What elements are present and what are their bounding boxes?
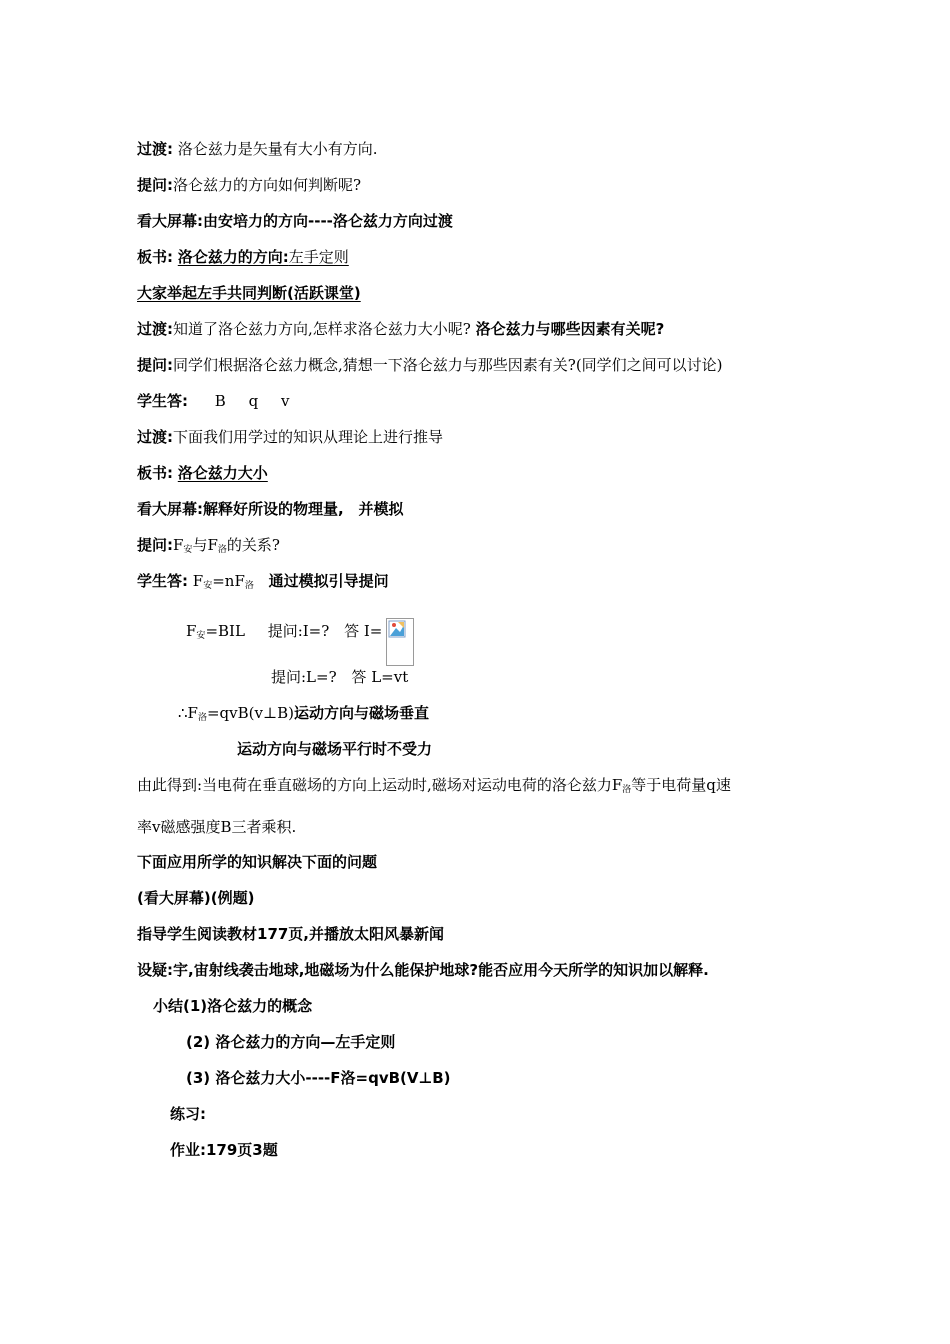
line-5: [137, 283, 361, 303]
line-9: [137, 427, 443, 447]
heading: 洛仑兹力大小: [177, 464, 268, 482]
line-18: [137, 775, 731, 800]
answer: 答 I=: [344, 622, 383, 640]
label: 过渡:: [137, 320, 173, 338]
line-26: [186, 1068, 451, 1088]
mid: =nF: [212, 572, 245, 590]
end: 等于电荷量q速: [631, 776, 731, 794]
bold-text: 通过模拟引导提问: [268, 572, 389, 590]
f: F: [192, 572, 204, 590]
line-13: [137, 571, 389, 596]
line-4: [137, 247, 349, 267]
label: 提问:: [137, 176, 173, 194]
text: 指导学生阅读教材177页,并播放太阳风暴新闻: [137, 925, 445, 943]
label: 提问:: [137, 356, 173, 374]
label: 板书:: [137, 464, 173, 482]
question: 提问:I=?: [267, 622, 330, 640]
line-7: [137, 355, 723, 375]
text: (3) 洛仑兹力大小----F洛=qvB(V⊥B): [186, 1069, 451, 1087]
text: 由安培力的方向----洛仑兹力方向过渡: [203, 212, 453, 230]
bold-text: 运动方向与磁场平行时不受力: [237, 740, 433, 758]
line-20: [137, 852, 377, 872]
bold-text: 洛仑兹力与哪些因素有关呢?: [475, 320, 665, 338]
label: 过渡:: [137, 140, 173, 158]
var-v: v: [280, 392, 290, 410]
line-16: [178, 703, 429, 728]
line-19: [137, 817, 296, 837]
line-23: [137, 960, 709, 980]
subscript: 安: [203, 581, 213, 591]
line-22: [137, 924, 444, 944]
line-3: [137, 211, 453, 231]
line-11: [137, 499, 404, 519]
text: 练习:: [170, 1105, 206, 1123]
subscript: 安: [196, 631, 206, 641]
line-2: [137, 175, 361, 195]
label: 看大屏幕:: [137, 500, 203, 518]
text: 小结(1)洛仑兹力的概念: [153, 997, 313, 1015]
subscript: 洛: [197, 713, 207, 723]
text: 解释好所设的物理量,: [203, 500, 344, 518]
text: 左手定则: [288, 248, 349, 266]
text: 下面我们用学过的知识从理论上进行推导: [173, 428, 444, 446]
line-10: [137, 463, 268, 483]
heading: 洛仑兹力的方向:: [177, 248, 289, 266]
mid: =BIL: [205, 622, 245, 640]
label: 过渡:: [137, 428, 173, 446]
bold-text: 并模拟: [358, 500, 404, 518]
line-15: [271, 667, 408, 687]
label: 提问:: [137, 536, 173, 554]
f: F: [186, 622, 197, 640]
var-q: q: [248, 392, 259, 410]
answer: 答 L=vt: [351, 668, 409, 686]
f: F: [173, 536, 184, 554]
text: 同学们根据洛仑兹力概念,猜想一下洛仑兹力与那些因素有关?(同学们之间可以讨论): [173, 356, 723, 374]
text: 洛仑兹力是矢量有大小有方向.: [177, 140, 378, 158]
subscript: 安: [183, 545, 193, 555]
line-12: [137, 535, 280, 560]
text: 作业:179页3题: [170, 1141, 278, 1159]
line-14: [186, 618, 414, 666]
label: 看大屏幕:: [137, 212, 203, 230]
question: 提问:L=?: [271, 668, 337, 686]
bold-text: 运动方向与磁场垂直: [293, 704, 429, 722]
label: 板书:: [137, 248, 173, 266]
subscript: 洛: [244, 581, 254, 591]
text: 设疑:宇,宙射线袭击地球,地磁场为什么能保护地球?能否应用今天所学的知识加以解释.: [137, 961, 709, 979]
text: 大家举起左手共同判断(活跃课堂): [137, 284, 361, 302]
line-8: [137, 391, 289, 411]
line-25: [186, 1032, 395, 1052]
text: 知道了洛仑兹力方向,怎样求洛仑兹力大小呢?: [173, 320, 471, 338]
label: 学生答:: [137, 572, 188, 590]
pre: ∴F: [178, 704, 198, 722]
mid: =qvB(v⊥B): [206, 704, 294, 722]
text: 下面应用所学的知识解决下面的问题: [137, 853, 378, 871]
text: 率v磁感强度B三者乘积.: [137, 818, 297, 836]
end: 的关系?: [226, 536, 280, 554]
mid: 与F: [192, 536, 218, 554]
line-28: [170, 1140, 278, 1160]
subscript: 洛: [217, 545, 227, 555]
label: 学生答:: [137, 392, 188, 410]
line-24: [153, 996, 312, 1016]
line-17: [237, 739, 432, 759]
line-1: [137, 139, 378, 159]
line-27: [170, 1104, 206, 1124]
subscript: 洛: [622, 785, 632, 795]
line-6: [137, 319, 664, 339]
line-21: [137, 888, 254, 908]
text: 由此得到:当电荷在垂直磁场的方向上运动时,磁场对运动电荷的洛仑兹力F: [137, 776, 623, 794]
text: 洛仑兹力的方向如何判断呢?: [173, 176, 362, 194]
broken-image-icon: [386, 618, 414, 666]
text: (看大屏幕)(例题): [137, 889, 255, 907]
text: (2) 洛仑兹力的方向—左手定则: [186, 1033, 396, 1051]
var-b: B: [214, 392, 226, 410]
